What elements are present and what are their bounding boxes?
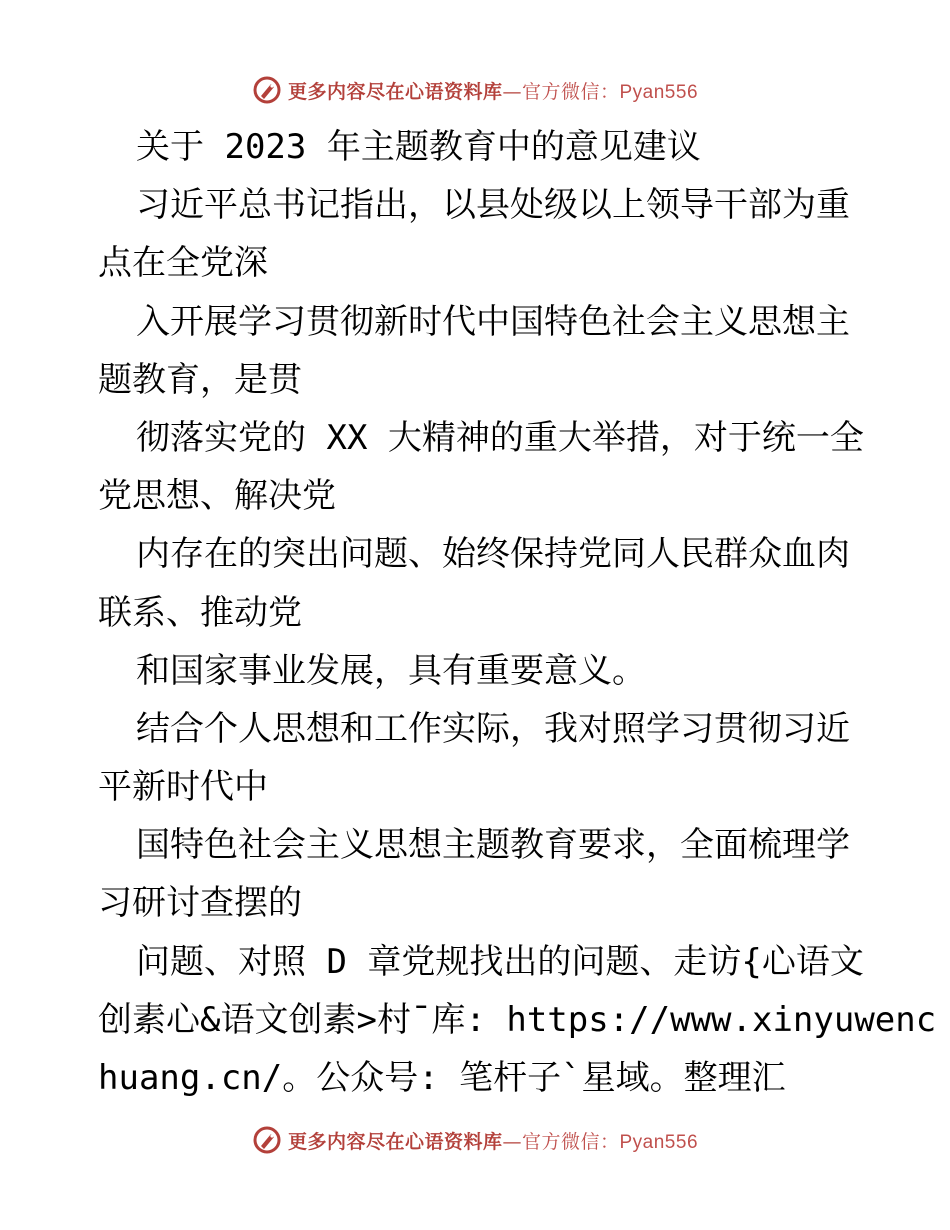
paragraph-line: 联系、推动党 — [98, 592, 302, 633]
document-title: 关于 2023 年主题教育中的意见建议 — [136, 127, 701, 167]
paragraph-line: 彻落实党的 XX 大精神的重大举措，对于统一全 — [136, 417, 864, 458]
paragraph-line: 创素心&语文创素>村¯库: https://www.xinyuwenc — [98, 999, 937, 1040]
watermark-contact: 官方微信：Pyan556 — [522, 81, 699, 103]
footer-watermark — [0, 1120, 950, 1160]
watermark-separator: — — [502, 1130, 522, 1153]
paragraph-line: 内存在的突出问题、始终保持党同人民群众血肉 — [136, 534, 850, 575]
watermark-text — [288, 77, 698, 104]
paragraph-line: 点在全党深 — [98, 243, 268, 284]
paragraph-line: 题教育，是贯 — [98, 359, 302, 400]
paragraph-line: 平新时代中 — [98, 767, 268, 808]
watermark-brand: 更多内容尽在心语资料库 — [287, 1130, 503, 1153]
paragraph-line: 问题、对照 D 章党规找出的问题、走访{心语文 — [136, 941, 864, 982]
paragraph-line: 习近平总书记指出，以县处级以上领导干部为重 — [136, 185, 850, 226]
pen-nib-logo-icon — [252, 75, 282, 105]
paragraph-line: 党思想、解决党 — [98, 476, 336, 517]
paragraph-line: huang.cn/。公众号: 笔杆子`星域。整理汇 — [98, 1058, 786, 1098]
watermark-contact: 官方微信：Pyan556 — [522, 1131, 699, 1153]
watermark-brand: 更多内容尽在心语资料库 — [287, 80, 503, 103]
paragraph-line: 和国家事业发展，具有重要意义。 — [136, 650, 646, 691]
watermark-text — [288, 1127, 698, 1154]
header-watermark — [0, 70, 950, 110]
pen-nib-logo-icon — [252, 1125, 282, 1155]
paragraph-line: 习研讨查摆的 — [98, 883, 302, 924]
paragraph-line: 入开展学习贯彻新时代中国特色社会主义思想主 — [136, 301, 850, 342]
document-body — [98, 118, 937, 1107]
paragraph-line: 国特色社会主义思想主题教育要求，全面梳理学 — [136, 825, 850, 866]
paragraph-line: 结合个人思想和工作实际，我对照学习贯彻习近 — [136, 708, 850, 749]
watermark-separator: — — [502, 80, 522, 103]
